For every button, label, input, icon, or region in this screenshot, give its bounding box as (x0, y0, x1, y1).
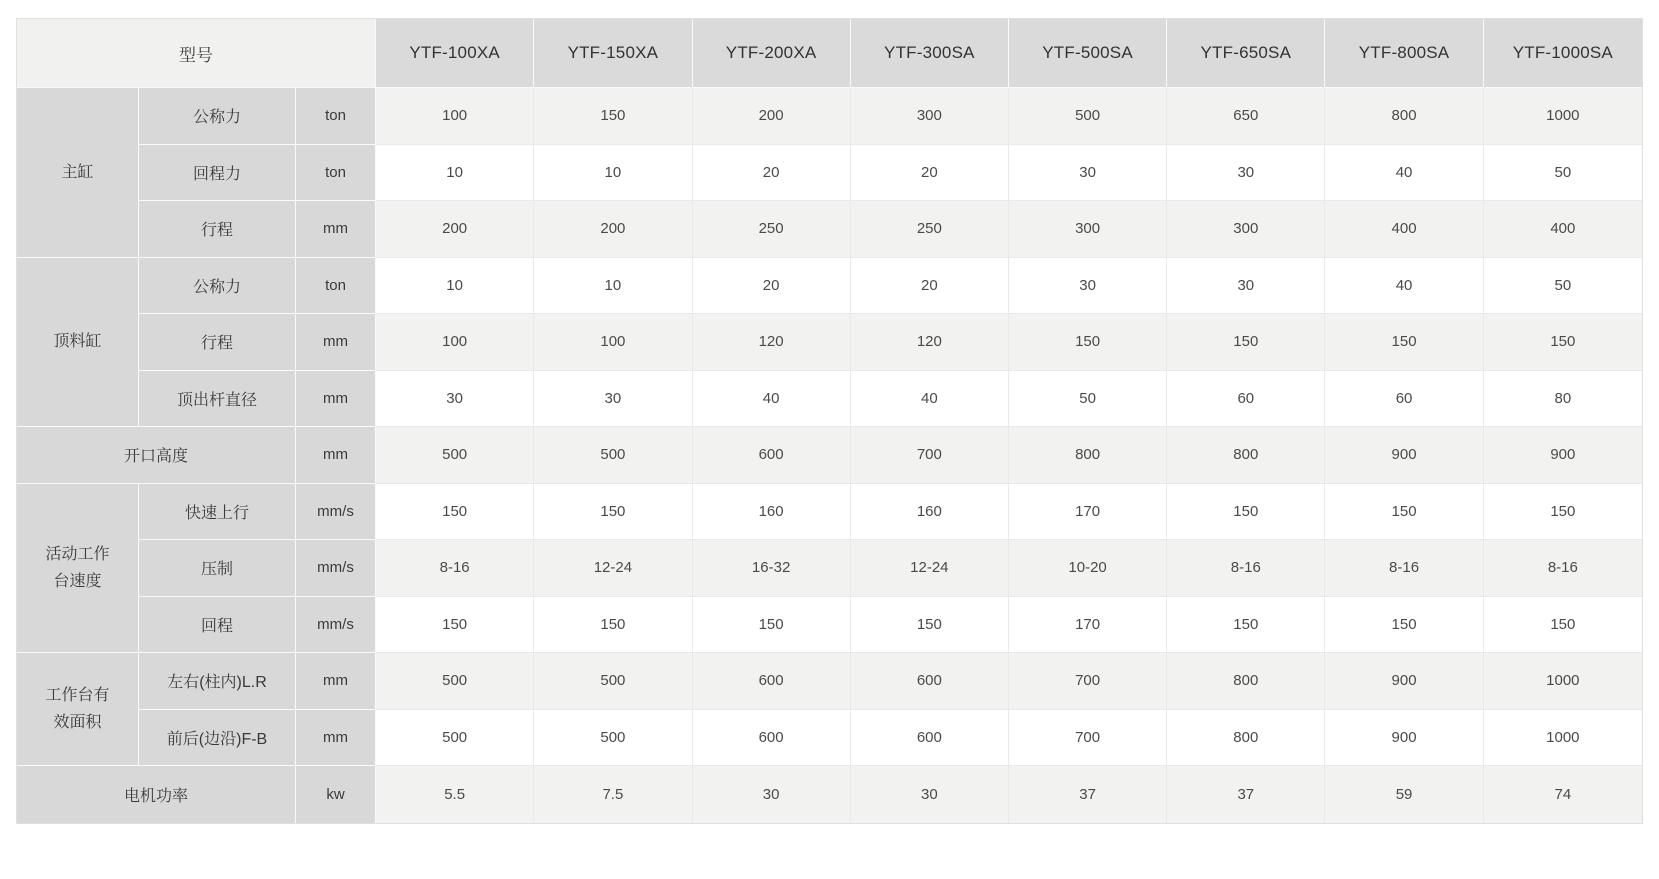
spec-row (17, 653, 1642, 710)
value-cell: 600 (693, 653, 851, 710)
value-cell: 100 (376, 314, 534, 371)
value-cell: 40 (1325, 145, 1483, 202)
group-label: 顶料缸 (17, 258, 139, 428)
model-column-header: YTF-150XA (534, 19, 692, 88)
value-cell: 500 (1009, 88, 1167, 145)
value-cell: 20 (851, 145, 1009, 202)
value-cell: 300 (1167, 201, 1325, 258)
value-cell: 150 (1009, 314, 1167, 371)
value-cell: 1000 (1484, 88, 1642, 145)
value-cell: 700 (1009, 653, 1167, 710)
value-cell: 100 (534, 314, 692, 371)
value-cell: 30 (851, 766, 1009, 823)
unit-label: ton (296, 145, 376, 202)
value-cell: 160 (851, 484, 1009, 541)
unit-label: mm (296, 427, 376, 484)
param-label: 电机功率 (17, 766, 296, 823)
unit-label: mm (296, 314, 376, 371)
value-cell: 800 (1167, 653, 1325, 710)
value-cell: 30 (1167, 258, 1325, 315)
value-cell: 500 (534, 653, 692, 710)
value-cell: 150 (534, 88, 692, 145)
unit-label: kw (296, 766, 376, 823)
value-cell: 30 (1009, 145, 1167, 202)
value-cell: 900 (1325, 653, 1483, 710)
value-cell: 150 (1484, 597, 1642, 654)
value-cell: 74 (1484, 766, 1642, 823)
value-cell: 900 (1325, 427, 1483, 484)
spec-row (17, 766, 1642, 823)
value-cell: 10 (376, 258, 534, 315)
value-cell: 300 (1009, 201, 1167, 258)
table-header (17, 19, 1642, 88)
value-cell: 650 (1167, 88, 1325, 145)
spec-row (17, 540, 1642, 597)
value-cell: 500 (376, 653, 534, 710)
model-column-header: YTF-500SA (1009, 19, 1167, 88)
value-cell: 800 (1325, 88, 1483, 145)
value-cell: 50 (1009, 371, 1167, 428)
param-label: 回程 (139, 597, 296, 654)
value-cell: 37 (1009, 766, 1167, 823)
value-cell: 400 (1325, 201, 1483, 258)
value-cell: 150 (376, 484, 534, 541)
value-cell: 60 (1325, 371, 1483, 428)
value-cell: 150 (693, 597, 851, 654)
value-cell: 500 (376, 710, 534, 767)
param-label: 行程 (139, 201, 296, 258)
value-cell: 600 (851, 710, 1009, 767)
value-cell: 700 (851, 427, 1009, 484)
value-cell: 30 (1167, 145, 1325, 202)
value-cell: 1000 (1484, 653, 1642, 710)
value-cell: 200 (534, 201, 692, 258)
param-label: 开口高度 (17, 427, 296, 484)
value-cell: 250 (851, 201, 1009, 258)
value-cell: 5.5 (376, 766, 534, 823)
value-cell: 37 (1167, 766, 1325, 823)
spec-row (17, 201, 1642, 258)
value-cell: 59 (1325, 766, 1483, 823)
unit-label: mm (296, 710, 376, 767)
spec-row (17, 710, 1642, 767)
header-row (17, 19, 1642, 88)
param-label: 左右(柱内)L.R (139, 653, 296, 710)
model-column-header: YTF-1000SA (1484, 19, 1642, 88)
value-cell: 150 (851, 597, 1009, 654)
unit-label: mm (296, 371, 376, 428)
value-cell: 800 (1167, 710, 1325, 767)
group-label: 主缸 (17, 88, 139, 258)
value-cell: 150 (1167, 314, 1325, 371)
value-cell: 800 (1167, 427, 1325, 484)
value-cell: 30 (693, 766, 851, 823)
value-cell: 16-32 (693, 540, 851, 597)
model-column-header: YTF-800SA (1325, 19, 1483, 88)
value-cell: 40 (851, 371, 1009, 428)
value-cell: 8-16 (376, 540, 534, 597)
value-cell: 160 (693, 484, 851, 541)
value-cell: 150 (1325, 597, 1483, 654)
value-cell: 700 (1009, 710, 1167, 767)
unit-label: mm (296, 653, 376, 710)
value-cell: 100 (376, 88, 534, 145)
param-label: 快速上行 (139, 484, 296, 541)
value-cell: 120 (693, 314, 851, 371)
group-label: 活动工作台速度 (17, 484, 139, 654)
value-cell: 900 (1325, 710, 1483, 767)
spec-table (16, 18, 1643, 824)
unit-label: ton (296, 88, 376, 145)
value-cell: 30 (534, 371, 692, 428)
value-cell: 500 (376, 427, 534, 484)
param-label: 顶出杆直径 (139, 371, 296, 428)
spec-row (17, 258, 1642, 315)
value-cell: 80 (1484, 371, 1642, 428)
value-cell: 150 (1484, 484, 1642, 541)
param-label: 公称力 (139, 258, 296, 315)
value-cell: 200 (376, 201, 534, 258)
value-cell: 170 (1009, 597, 1167, 654)
model-corner-header: 型号 (17, 19, 376, 88)
value-cell: 8-16 (1484, 540, 1642, 597)
value-cell: 10 (534, 145, 692, 202)
value-cell: 170 (1009, 484, 1167, 541)
value-cell: 600 (851, 653, 1009, 710)
param-label: 前后(边沿)F-B (139, 710, 296, 767)
value-cell: 150 (1167, 484, 1325, 541)
value-cell: 40 (693, 371, 851, 428)
value-cell: 7.5 (534, 766, 692, 823)
value-cell: 12-24 (534, 540, 692, 597)
value-cell: 200 (693, 88, 851, 145)
spec-row (17, 314, 1642, 371)
value-cell: 30 (1009, 258, 1167, 315)
value-cell: 900 (1484, 427, 1642, 484)
spec-row (17, 597, 1642, 654)
value-cell: 500 (534, 427, 692, 484)
value-cell: 150 (1325, 314, 1483, 371)
value-cell: 1000 (1484, 710, 1642, 767)
value-cell: 12-24 (851, 540, 1009, 597)
value-cell: 800 (1009, 427, 1167, 484)
unit-label: mm (296, 201, 376, 258)
value-cell: 50 (1484, 258, 1642, 315)
value-cell: 10-20 (1009, 540, 1167, 597)
model-column-header: YTF-650SA (1167, 19, 1325, 88)
value-cell: 150 (1325, 484, 1483, 541)
value-cell: 10 (376, 145, 534, 202)
unit-label: mm/s (296, 597, 376, 654)
value-cell: 250 (693, 201, 851, 258)
value-cell: 150 (1484, 314, 1642, 371)
spec-row (17, 427, 1642, 484)
param-label: 回程力 (139, 145, 296, 202)
value-cell: 300 (851, 88, 1009, 145)
table-body (17, 88, 1642, 823)
value-cell: 30 (376, 371, 534, 428)
value-cell: 150 (376, 597, 534, 654)
value-cell: 150 (1167, 597, 1325, 654)
spec-table-container (16, 18, 1643, 824)
value-cell: 10 (534, 258, 692, 315)
param-label: 公称力 (139, 88, 296, 145)
unit-label: ton (296, 258, 376, 315)
model-column-header: YTF-100XA (376, 19, 534, 88)
value-cell: 150 (534, 597, 692, 654)
spec-row (17, 88, 1642, 145)
value-cell: 8-16 (1325, 540, 1483, 597)
value-cell: 20 (693, 258, 851, 315)
param-label: 行程 (139, 314, 296, 371)
value-cell: 500 (534, 710, 692, 767)
value-cell: 120 (851, 314, 1009, 371)
unit-label: mm/s (296, 540, 376, 597)
value-cell: 50 (1484, 145, 1642, 202)
spec-row (17, 371, 1642, 428)
value-cell: 40 (1325, 258, 1483, 315)
param-label: 压制 (139, 540, 296, 597)
model-column-header: YTF-300SA (851, 19, 1009, 88)
spec-row (17, 484, 1642, 541)
spec-row (17, 145, 1642, 202)
value-cell: 400 (1484, 201, 1642, 258)
value-cell: 8-16 (1167, 540, 1325, 597)
value-cell: 150 (534, 484, 692, 541)
value-cell: 20 (851, 258, 1009, 315)
value-cell: 60 (1167, 371, 1325, 428)
group-label: 工作台有效面积 (17, 653, 139, 766)
value-cell: 600 (693, 710, 851, 767)
model-column-header: YTF-200XA (693, 19, 851, 88)
value-cell: 20 (693, 145, 851, 202)
value-cell: 600 (693, 427, 851, 484)
unit-label: mm/s (296, 484, 376, 541)
